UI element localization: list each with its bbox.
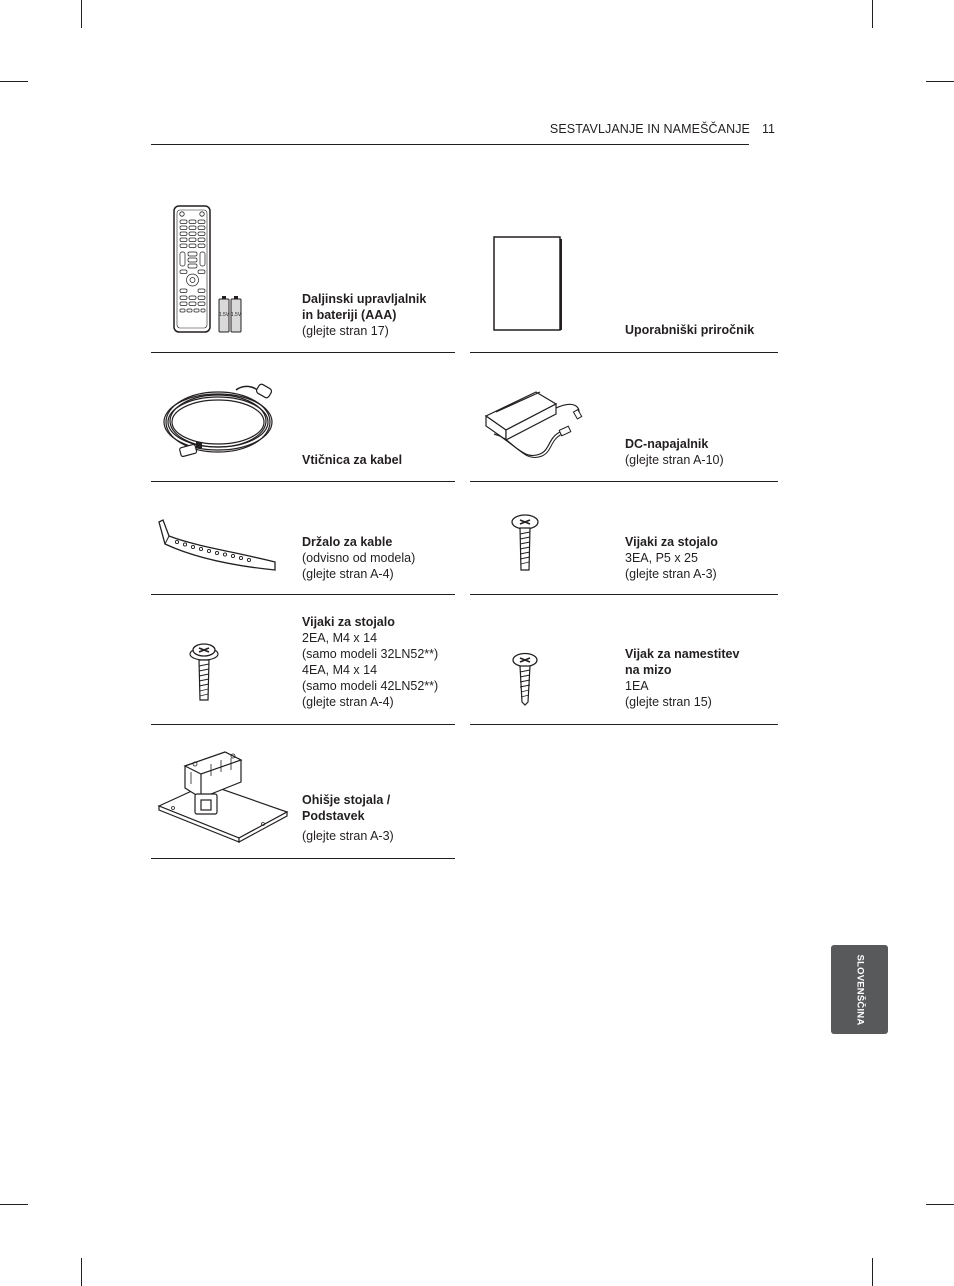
battery-label: 1.5V bbox=[230, 312, 242, 318]
item-detail: (glejte stran A-10) bbox=[625, 453, 724, 467]
item-detail: 4EA, M4 x 14 bbox=[302, 663, 378, 677]
item-detail: (samo modeli 32LN52**) bbox=[302, 647, 439, 661]
item-detail: (glejte stran A-3) bbox=[302, 829, 394, 843]
row-rule bbox=[470, 594, 778, 595]
item-label-remote bbox=[302, 291, 426, 339]
crop-mark bbox=[872, 0, 873, 28]
item-title: Držalo za kable bbox=[302, 535, 393, 549]
page-number: 11 bbox=[762, 122, 775, 136]
row-rule bbox=[151, 352, 455, 353]
item-label-desk-mount-screw bbox=[625, 646, 739, 710]
item-detail: (glejte stran A-4) bbox=[302, 695, 394, 709]
item-title: Ohišje stojala / bbox=[302, 793, 391, 807]
desk-mount-screw-icon bbox=[510, 652, 540, 713]
row-rule bbox=[151, 858, 455, 859]
item-detail: 1EA bbox=[625, 679, 649, 693]
item-title: in bateriji (AAA) bbox=[302, 308, 397, 322]
item-label-stand-screw-washer bbox=[302, 614, 438, 710]
item-label-stand-base bbox=[302, 792, 394, 844]
stand-screw-long-icon bbox=[510, 514, 540, 579]
item-detail: 2EA, M4 x 14 bbox=[302, 631, 378, 645]
language-tab-label: SLOVENŠČINA bbox=[854, 954, 865, 1025]
item-title: DC-napajalnik bbox=[625, 437, 709, 451]
item-detail: (glejte stran A-3) bbox=[625, 567, 717, 581]
crop-mark bbox=[926, 1204, 954, 1205]
item-detail: (glejte stran 15) bbox=[625, 695, 712, 709]
item-label-manual bbox=[625, 322, 754, 338]
section-title: SESTAVLJANJE IN NAMEŠČANJE bbox=[549, 122, 750, 136]
row-rule bbox=[151, 724, 455, 725]
cable-holder-icon bbox=[155, 518, 281, 581]
dc-adapter-icon bbox=[478, 378, 590, 469]
item-label-power-cord bbox=[302, 452, 402, 468]
row-rule bbox=[151, 481, 455, 482]
item-detail: (samo modeli 42LN52**) bbox=[302, 679, 439, 693]
remote-control-and-batteries-icon bbox=[170, 203, 250, 340]
item-title: Uporabniški priročnik bbox=[625, 323, 755, 337]
item-label-dc-adapter bbox=[625, 436, 724, 468]
row-rule bbox=[470, 481, 778, 482]
item-title: Vijak za namestitev bbox=[625, 647, 740, 661]
item-title: Podstavek bbox=[302, 809, 365, 823]
item-label-stand-screw bbox=[625, 534, 718, 582]
item-title: Vtičnica za kabel bbox=[302, 453, 403, 467]
item-title: Daljinski upravljalnik bbox=[302, 292, 427, 306]
stand-screw-washer-icon bbox=[188, 642, 220, 709]
language-tab bbox=[831, 945, 888, 1034]
item-detail: 3EA, P5 x 25 bbox=[625, 551, 698, 565]
item-title: Vijaki za stojalo bbox=[302, 615, 395, 629]
item-title: Vijaki za stojalo bbox=[625, 535, 718, 549]
crop-mark bbox=[0, 1204, 28, 1205]
row-rule bbox=[151, 594, 455, 595]
crop-mark bbox=[0, 81, 28, 82]
user-manual-icon bbox=[490, 234, 570, 341]
crop-mark bbox=[81, 1258, 82, 1286]
crop-mark bbox=[926, 81, 954, 82]
item-detail: (odvisno od modela) bbox=[302, 551, 416, 565]
stand-body-base-icon bbox=[155, 748, 291, 849]
crop-mark bbox=[81, 0, 82, 28]
battery-label: 1.5V bbox=[218, 312, 230, 318]
row-rule bbox=[470, 352, 778, 353]
power-cord-icon bbox=[160, 380, 282, 465]
item-detail: (glejte stran 17) bbox=[302, 324, 389, 338]
item-detail: (glejte stran A-4) bbox=[302, 567, 394, 581]
item-title: na mizo bbox=[625, 663, 672, 677]
item-label-cable-holder bbox=[302, 534, 415, 582]
header-rule bbox=[151, 144, 749, 145]
crop-mark bbox=[872, 1258, 873, 1286]
row-rule bbox=[470, 724, 778, 725]
